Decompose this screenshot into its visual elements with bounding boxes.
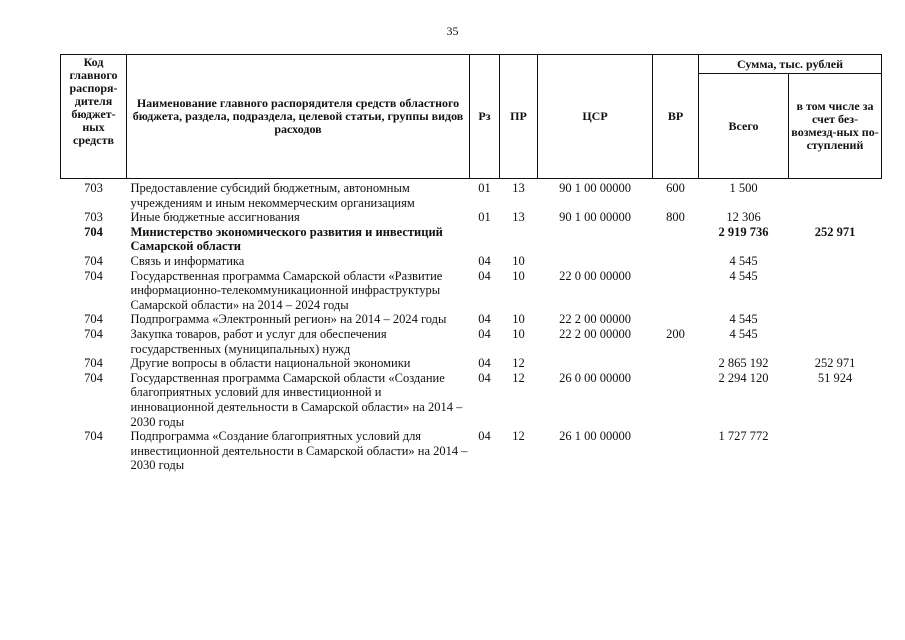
cell-vr: 200 (666, 326, 685, 341)
cell-incl: 51 924 (817, 370, 853, 385)
cell-name: Предоставление субсидий бюджетным, автономным учреждениям и иным некоммерческим организациям (130, 181, 415, 210)
header-vr: ВР (653, 55, 699, 179)
table-row (61, 179, 882, 211)
cell-name: Другие вопросы в области национальной экономики (130, 356, 411, 371)
cell-total: 1 500 (729, 181, 758, 195)
table-row (61, 327, 882, 356)
cell-vr (653, 312, 699, 327)
cell-rz: 04 (478, 370, 491, 385)
table-row (61, 210, 882, 225)
cell-pr: 13 (512, 181, 525, 195)
cell-rz: 04 (478, 326, 491, 341)
budget-table (60, 54, 882, 473)
cell-pr: 10 (512, 268, 525, 283)
cell-pr (500, 225, 538, 254)
header-csr: ЦСР (538, 55, 653, 179)
cell-vr (653, 356, 699, 371)
cell-total: 2 865 192 (718, 356, 769, 371)
header-rz: Рз (470, 55, 500, 179)
cell-incl (789, 327, 882, 356)
cell-incl (789, 179, 882, 211)
header-incl: в том числе за счет без-возмезд-ных по-ступлений (789, 74, 882, 179)
cell-total: 4 545 (729, 312, 758, 327)
cell-rz: 01 (478, 210, 491, 225)
header-code: Код главного распоря-дителя бюджет-ных средств (61, 55, 127, 179)
header-name: Наименование главного распорядителя средств областного бюджета, раздела, подраздела, целевой статьи, группы видов расходов (127, 55, 470, 179)
cell-code: 704 (84, 429, 103, 444)
table-header (61, 55, 882, 179)
table-row (61, 429, 882, 473)
cell-csr (538, 225, 653, 254)
cell-rz: 04 (478, 356, 491, 371)
cell-csr (538, 356, 653, 371)
cell-name: Государственная программа Самарской области «Создание благоприятных условий для инвестиционной и инновационной деятельности в Самарской области» на 2014 – 2030 годы (130, 370, 463, 429)
cell-csr: 22 0 00 00000 (559, 268, 631, 283)
cell-code: 704 (84, 224, 103, 239)
cell-rz: 04 (478, 429, 491, 444)
cell-total: 4 545 (729, 326, 758, 341)
header-sum: Сумма, тыс. рублей (699, 55, 882, 74)
cell-csr: 90 1 00 00000 (559, 181, 631, 195)
table-row (61, 225, 882, 254)
cell-vr (653, 254, 699, 269)
page-number: 35 (446, 24, 459, 38)
header-pr: ПР (500, 55, 538, 179)
cell-pr: 12 (512, 429, 525, 444)
cell-rz: 04 (478, 253, 491, 268)
cell-total: 12 306 (726, 210, 761, 225)
cell-csr: 22 2 00 00000 (559, 312, 631, 327)
cell-vr: 800 (666, 210, 685, 225)
cell-name: Закупка товаров, работ и услуг для обеспечения государственных (муниципальных) нужд (130, 326, 387, 356)
cell-vr: 600 (666, 181, 685, 195)
cell-total: 1 727 772 (718, 429, 769, 444)
cell-incl (789, 312, 882, 327)
cell-vr (653, 225, 699, 254)
cell-name: Государственная программа Самарской области «Развитие информационно-телекоммуникационной инфраструктуры Самарской области» на 2014 – 2024 годы (130, 268, 443, 312)
table-row (61, 254, 882, 269)
table-body (61, 179, 882, 473)
cell-code: 703 (84, 181, 103, 195)
cell-name: Подпрограмма «Создание благоприятных условий для инвестиционной деятельности в Самарской области» на 2014 – 2030 годы (130, 429, 468, 473)
header-total: Всего (699, 74, 789, 179)
table-row (61, 269, 882, 313)
table-row (61, 312, 882, 327)
cell-csr (538, 254, 653, 269)
table-row (61, 356, 882, 371)
cell-pr: 12 (512, 370, 525, 385)
cell-rz: 04 (478, 312, 491, 327)
cell-code: 703 (84, 210, 103, 225)
cell-vr (653, 371, 699, 429)
cell-rz: 01 (478, 181, 491, 195)
cell-csr: 26 1 00 00000 (559, 429, 631, 444)
cell-total: 2 294 120 (718, 370, 769, 385)
cell-code: 704 (84, 253, 103, 268)
cell-csr: 90 1 00 00000 (559, 210, 631, 225)
cell-total: 2 919 736 (718, 224, 769, 239)
cell-code: 704 (84, 326, 103, 341)
cell-incl (789, 210, 882, 225)
cell-code: 704 (84, 370, 103, 385)
cell-incl: 252 971 (814, 356, 856, 371)
cell-name: Связь и информатика (130, 253, 245, 268)
cell-code: 704 (84, 312, 103, 327)
cell-code: 704 (84, 268, 103, 283)
cell-incl (789, 254, 882, 269)
cell-incl: 252 971 (814, 224, 856, 239)
cell-total: 4 545 (729, 253, 758, 268)
cell-pr: 10 (512, 253, 525, 268)
cell-name: Министерство экономического развития и инвестиций Самарской области (130, 224, 443, 254)
cell-incl (789, 269, 882, 313)
cell-pr: 12 (512, 356, 525, 371)
cell-name: Подпрограмма «Электронный регион» на 2014 – 2024 годы (130, 312, 447, 327)
cell-incl (789, 429, 882, 473)
cell-rz: 04 (478, 268, 491, 283)
cell-rz (470, 225, 500, 254)
cell-pr: 10 (512, 312, 525, 327)
cell-vr (653, 429, 699, 473)
cell-pr: 10 (512, 326, 525, 341)
cell-total: 4 545 (729, 268, 758, 283)
cell-code: 704 (84, 356, 103, 371)
cell-name: Иные бюджетные ассигнования (130, 210, 300, 225)
cell-csr: 22 2 00 00000 (559, 326, 631, 341)
cell-csr: 26 0 00 00000 (559, 370, 631, 385)
table-row (61, 371, 882, 429)
cell-vr (653, 269, 699, 313)
cell-pr: 13 (512, 210, 525, 225)
